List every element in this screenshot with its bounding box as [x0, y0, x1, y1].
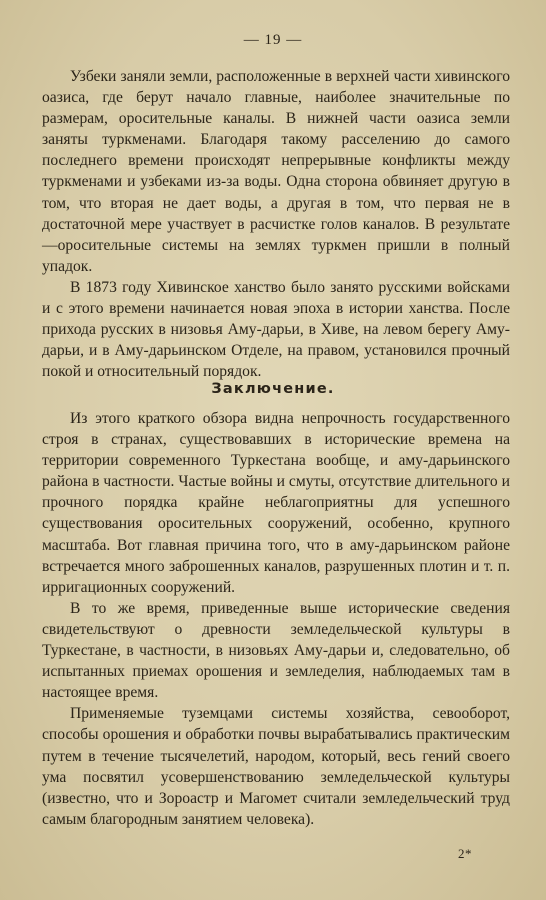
paragraph: Из этого краткого обзора видна непрочность государственного строя в странах, существовавших в исторические времена на территории современного Туркестана вообще, и аму-дарьинского района в частности. Частые войны и смуты, отсутствие длительного и прочного порядка крайне неблагоприятны для успешного существования оросительных сооружений, особенно, крупного масштаба. Вот главная причина того, что в аму-дарьинском районе встречается много заброшенных каналов, разрушенных плотин и т. п. ирригационных сооружений.	[42, 410, 510, 596]
history-section	[42, 66, 510, 382]
printer-signature-mark: 2*	[458, 846, 472, 861]
paragraph: В то же время, приведенные выше исторические сведения свидетельствуют о древности земледельческой культуры в Туркестане, в частности, в низовьях Аму-дарьи и, следовательно, об испытанных приемах орошения и земледелия, наблюдаемых там в настоящее время.	[42, 599, 510, 702]
page-number: — 19 —	[243, 32, 303, 48]
paragraph: Применяемые туземцами системы хозяйства, севооборот, способы орошения и обработки почвы вырабатывались практическим путем в течение тысячелетий, народом, который, весь гений своего ума посвятил усовершенствованию земледельческой культуры (известно, что и Зороастр и Магомет считали земледельческий труд самым благородным занятием человека).	[42, 705, 510, 828]
paragraph: В 1873 году Хивинское ханство было занято русскими войсками и с этого времени начинается новая эпоха в истории ханства. После прихода русских в низовья Аму-дарьи, в Хиве, на левом берегу Аму-дарьи, и в Аму-дарьинском Отделе, на правом, установился прочный покой и относительный порядок.	[42, 278, 510, 381]
paragraph: Узбеки заняли земли, расположенные в верхней части хивинского оазиса, где берут начало главные, наиболее значительные по размерам, оросительные каналы. В нижней части оазиса земли заняты туркменами. Благодаря такому расселению до самого последнего времени происходят непрерывные конфликты между туркменами и узбеками из-за воды. Одна сторона обвиняет другую в том, что вторая не дает воды, а другая в том, что первая не в достаточной мере участвует в расчистке голов каналов. В результате—оросительные системы на землях туркмен пришли в полный упадок.	[42, 68, 510, 275]
conclusion-section	[42, 408, 510, 830]
conclusion-heading: Заключение.	[211, 381, 335, 397]
